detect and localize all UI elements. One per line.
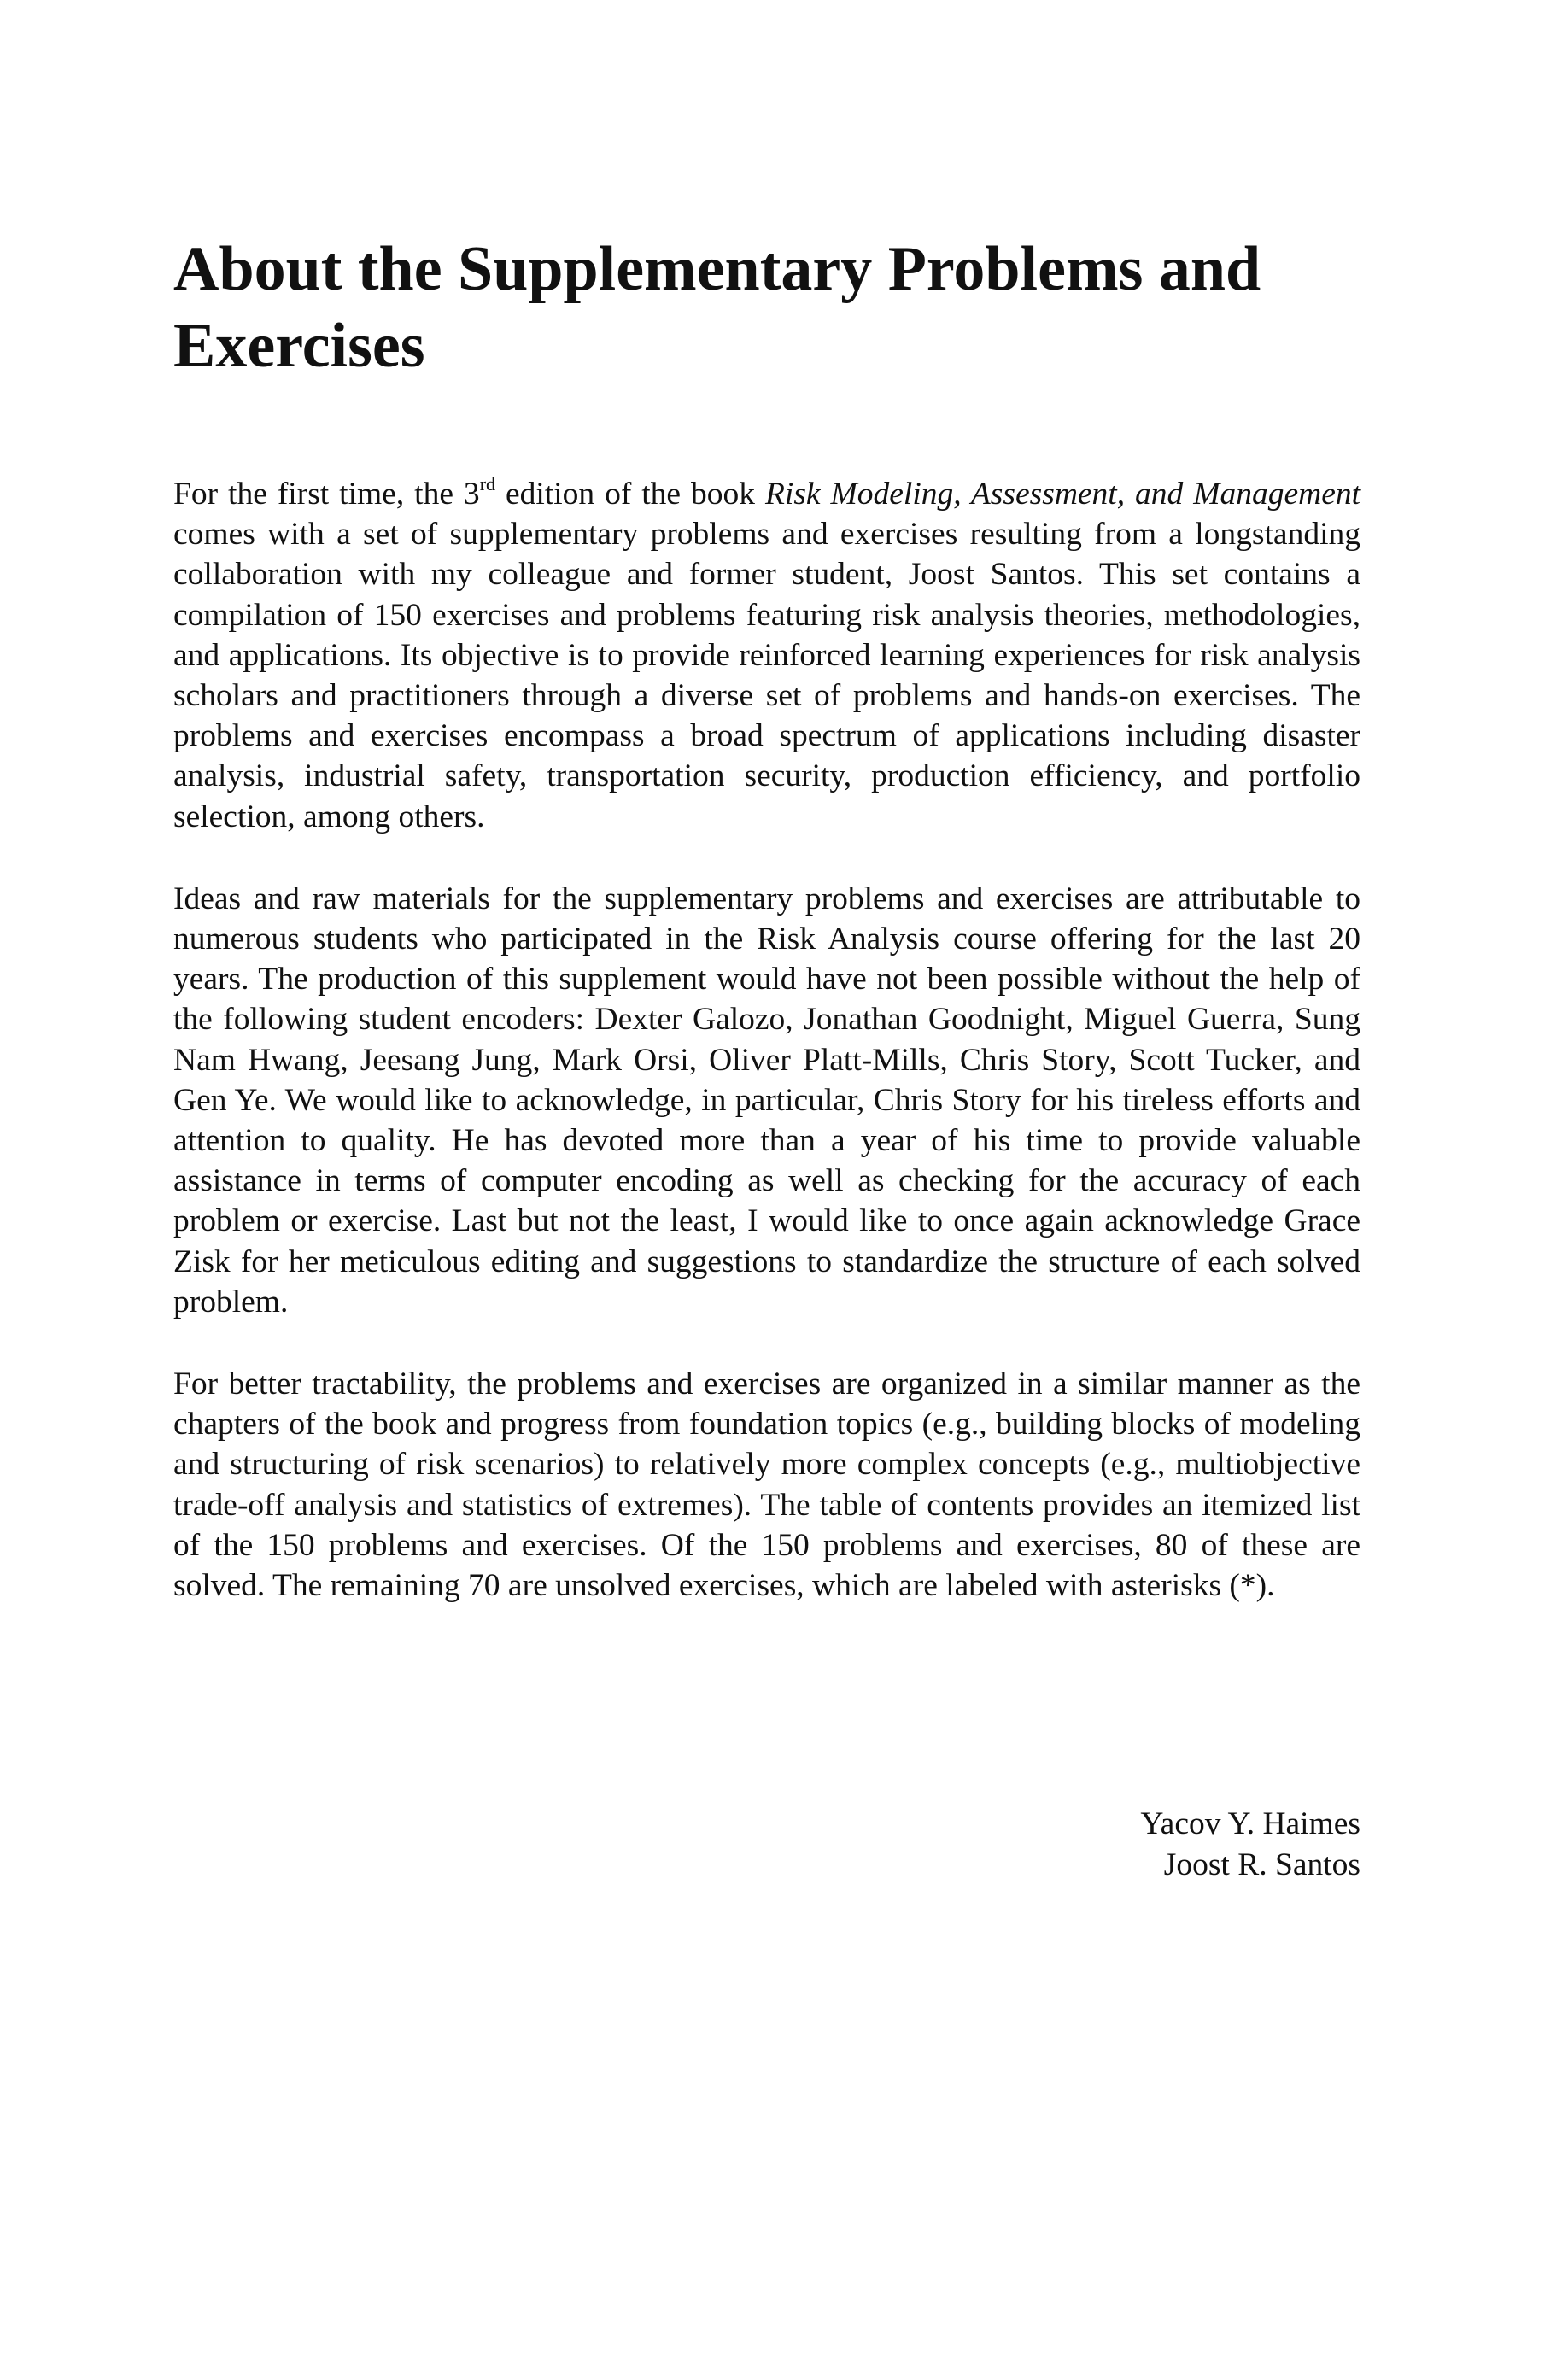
- body-text: [173, 474, 1360, 1647]
- intro-text-rest: comes with a set of supplementary problems and exercises resulting from a longstanding collaboration with my colleague and former student, Joost Santos. This set contains a compilation of 150 exercises and problems featuring risk analysis theories, methodologies, and applications. Its objective is to provide reinforced learning experiences for risk analysis scholars and practitioners through a diverse set of problems and hands-on exercises. The problems and exercises encompass a broad spectrum of applications including disaster analysis, industrial safety, transportation security, production efficiency, and portfolio selection, among others.: [173, 517, 1360, 834]
- paragraph-organization: For better tractability, the problems and exercises are organized in a similar manner as the chapters of the book and progress from foundation topics (e.g., building blocks of modeling and structuring of risk scenarios) to relatively more complex concepts (e.g., multiobjective trade-off analysis and statistics of extremes). The table of contents provides an itemized list of the 150 problems and exercises. Of the 150 problems and exercises, 80 of these are solved. The remaining 70 are unsolved exercises, which are labeled with asterisks (*).: [173, 1366, 1360, 1604]
- intro-text-start: For the first time, the 3: [173, 477, 480, 512]
- book-title: Risk Modeling, Assessment, and Management: [765, 477, 1361, 512]
- edition-superscript: rd: [479, 473, 496, 494]
- intro-text-middle: edition of the book: [495, 477, 765, 512]
- signature-author-1: Yacov Y. Haimes: [1140, 1806, 1360, 1841]
- signature-block: [1140, 1804, 1360, 1886]
- paragraph-intro: [173, 474, 1360, 837]
- paragraph-acknowledgments: Ideas and raw materials for the supplementary problems and exercises are attributable to numerous students who participated in the Risk Analysis course offering for the last 20 years. The production of this supplement would have not been possible without the help of the following student encoders: Dexter Galozo, Jonathan Goodnight, Miguel Guerra, Sung Nam Hwang, Jeesang Jung, Mark Orsi, Oliver Platt-Mills, Chris Story, Scott Tucker, and Gen Ye. We would like to acknowledge, in particular, Chris Story for his tireless efforts and attention to quality. He has devoted more than a year of his time to provide valuable assistance in terms of computer encoding as well as checking for the accuracy of each problem or exercise. Last but not the least, I would like to once again acknowledge Grace Zisk for her meticulous editing and suggestions to standardize the structure of each solved problem.: [173, 881, 1360, 1320]
- signature-author-2: Joost R. Santos: [1163, 1847, 1360, 1882]
- page-title: About the Supplementary Problems and Exercises: [173, 234, 1261, 381]
